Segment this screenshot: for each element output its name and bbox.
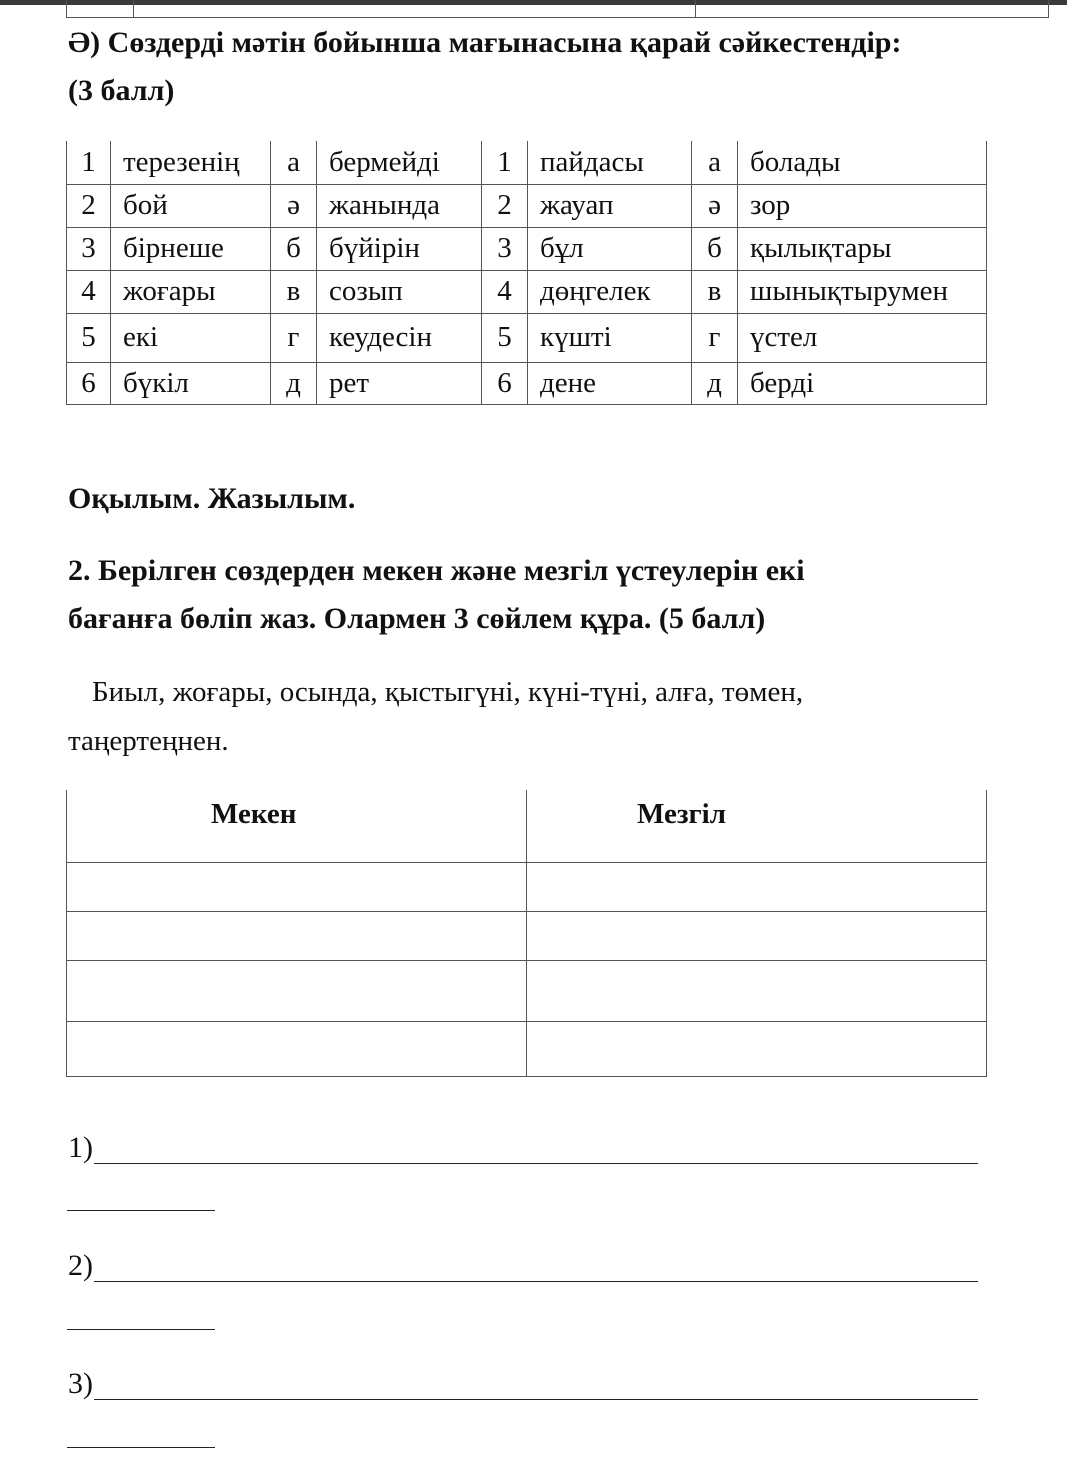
answer-number: 3)	[68, 1367, 93, 1400]
cell: шынықтырумен	[738, 270, 987, 313]
task2-title-line2: бағанға бөліп жаз. Олармен 3 сөйлем құра. (5 балл)	[68, 602, 766, 635]
answer-continuation-line[interactable]	[67, 1210, 215, 1211]
table-row	[67, 141, 987, 184]
cell: жанында	[317, 184, 482, 227]
word-list-line2: таңертеңнен.	[68, 725, 229, 757]
column-header-mezgil: Мезгіл	[527, 790, 987, 862]
cell: 3	[67, 227, 111, 270]
cell: д	[692, 362, 738, 404]
cell: 4	[67, 270, 111, 313]
sorting-table	[66, 790, 987, 1077]
cell: б	[271, 227, 317, 270]
table-header-row	[67, 790, 987, 862]
table-row	[67, 1021, 987, 1076]
cell: жауап	[528, 184, 692, 227]
answer-number: 2)	[68, 1249, 93, 1282]
cell: терезенің	[111, 141, 271, 184]
cell: а	[692, 141, 738, 184]
cell: ә	[692, 184, 738, 227]
table-row	[67, 227, 987, 270]
cell: бой	[111, 184, 271, 227]
answer-cell[interactable]	[67, 1021, 527, 1076]
task-ae-points: (3 балл)	[68, 74, 175, 107]
cell: кеудесін	[317, 313, 482, 362]
previous-table-fragment	[66, 0, 1049, 18]
cell: рет	[317, 362, 482, 404]
cell: зор	[738, 184, 987, 227]
cell: дөңгелек	[528, 270, 692, 313]
cell: в	[692, 270, 738, 313]
cell: 1	[482, 141, 528, 184]
cell: д	[271, 362, 317, 404]
cell: созып	[317, 270, 482, 313]
cell: қылықтары	[738, 227, 987, 270]
answer-cell[interactable]	[527, 960, 987, 1021]
answer-cell[interactable]	[67, 960, 527, 1021]
table-row	[67, 862, 987, 911]
table-row	[67, 270, 987, 313]
cell: бүкіл	[111, 362, 271, 404]
cell: үстел	[738, 313, 987, 362]
cell: бермейді	[317, 141, 482, 184]
answer-line-1[interactable]	[68, 1133, 93, 1163]
task-ae-title: Ә) Сөздерді мәтін бойынша мағынасына қарай сәйкестендір:	[68, 26, 902, 59]
cell: болады	[738, 141, 987, 184]
cell: г	[271, 313, 317, 362]
table-row	[67, 184, 987, 227]
cell: пайдасы	[528, 141, 692, 184]
cell: г	[692, 313, 738, 362]
cell: дене	[528, 362, 692, 404]
cell: екі	[111, 313, 271, 362]
answer-line-2[interactable]	[68, 1251, 93, 1281]
section-title: Оқылым. Жазылым.	[68, 482, 356, 515]
answer-underline	[94, 1399, 978, 1400]
cell: ә	[271, 184, 317, 227]
answer-underline	[94, 1281, 978, 1282]
answer-cell[interactable]	[527, 911, 987, 960]
task2-title-line1: 2. Берілген сөздерден мекен және мезгіл үстеулерін екі	[68, 554, 805, 587]
cell: 5	[482, 313, 528, 362]
cell: 2	[482, 184, 528, 227]
matching-table	[66, 141, 987, 405]
table-row	[67, 313, 987, 362]
column-header-meken: Мекен	[67, 790, 527, 862]
table-row	[67, 911, 987, 960]
cell: 6	[482, 362, 528, 404]
cell: в	[271, 270, 317, 313]
cell: бүйірін	[317, 227, 482, 270]
cell: 6	[67, 362, 111, 404]
cell: 4	[482, 270, 528, 313]
cell: 1	[67, 141, 111, 184]
answer-continuation-line[interactable]	[67, 1329, 215, 1330]
answer-cell[interactable]	[527, 1021, 987, 1076]
answer-cell[interactable]	[67, 911, 527, 960]
cell: бірнеше	[111, 227, 271, 270]
cell: 2	[67, 184, 111, 227]
answer-cell[interactable]	[67, 862, 527, 911]
table-row	[67, 362, 987, 404]
cell: бұл	[528, 227, 692, 270]
cell: жоғары	[111, 270, 271, 313]
cell: берді	[738, 362, 987, 404]
table-row	[67, 960, 987, 1021]
answer-number: 1)	[68, 1131, 93, 1164]
answer-cell[interactable]	[527, 862, 987, 911]
word-list-line1: Биыл, жоғары, осында, қыстыгүні, күні-түні, алға, төмен,	[92, 676, 804, 708]
answer-underline	[94, 1163, 978, 1164]
cell: күшті	[528, 313, 692, 362]
answer-line-3[interactable]	[68, 1369, 93, 1399]
cell: 3	[482, 227, 528, 270]
cell: б	[692, 227, 738, 270]
cell: 5	[67, 313, 111, 362]
cell: а	[271, 141, 317, 184]
answer-continuation-line[interactable]	[67, 1447, 215, 1448]
